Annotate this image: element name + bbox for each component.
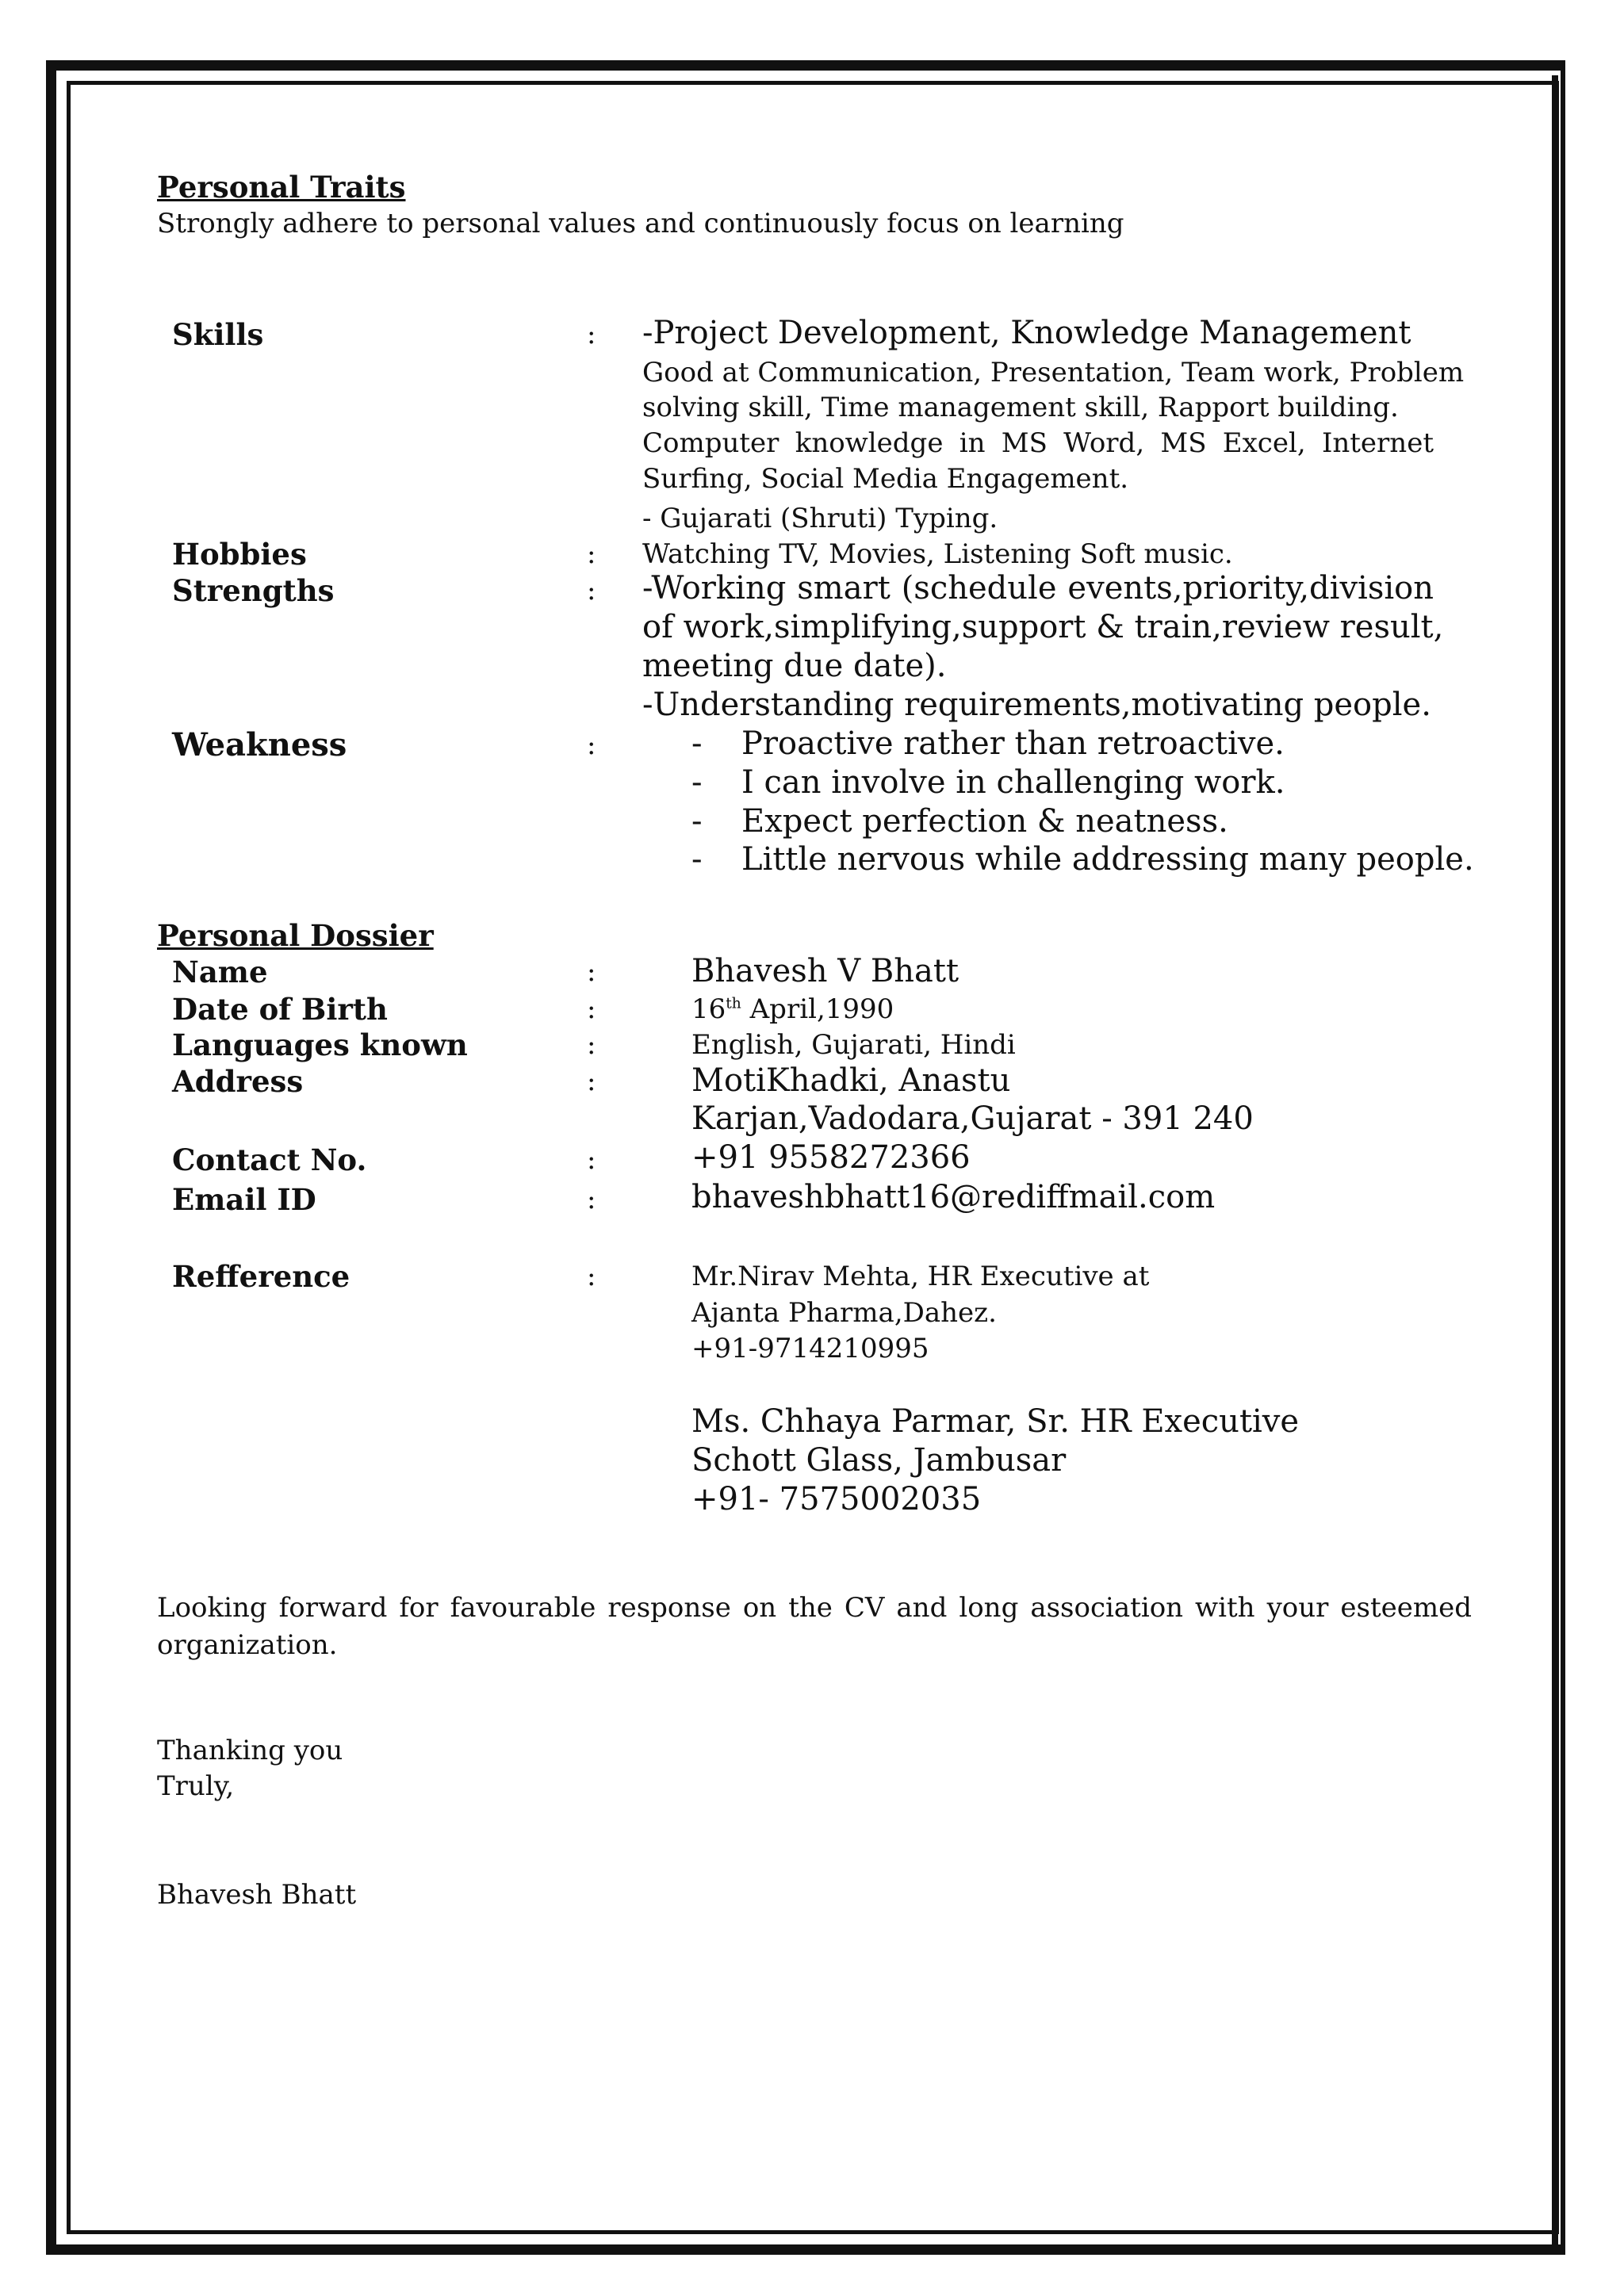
email-colon: : <box>587 1184 596 1215</box>
reference-2-line-2: Schott Glass, Jambusar <box>691 1442 1067 1479</box>
thanks-line: Thanking you <box>157 1735 343 1766</box>
weakness-item: Proactive rather than retroactive. <box>741 725 1285 762</box>
dob-value <box>691 993 894 1025</box>
address-line-2: Karjan,Vadodara,Gujarat - 391 240 <box>691 1100 1254 1137</box>
strengths-line-3: meeting due date). <box>642 648 947 684</box>
skills-line-2: Good at Communication, Presentation, Team work, Problem <box>642 357 1465 388</box>
personal-dossier-heading: Personal Dossier <box>157 918 434 953</box>
contact-colon: : <box>587 1144 596 1176</box>
weakness-bullet: - <box>691 803 703 840</box>
dob-day: 16 <box>691 993 726 1025</box>
dob-rest: April,1990 <box>741 993 894 1025</box>
strengths-line-1: -Working smart (schedule events,priority,division <box>642 570 1434 607</box>
weakness-item: I can involve in challenging work. <box>741 764 1285 801</box>
reference-1-line-3: +91-9714210995 <box>691 1333 929 1364</box>
weakness-item: Expect perfection & neatness. <box>741 803 1228 840</box>
languages-colon: : <box>587 1029 596 1061</box>
closing-paragraph-line-1: Looking forward for favourable response on the CV and long association with your esteemed <box>157 1592 1472 1624</box>
email-label: Email ID <box>172 1182 316 1217</box>
address-line-1: MotiKhadki, Anastu <box>691 1062 1011 1099</box>
strengths-label: Strengths <box>172 573 335 608</box>
signature-name: Bhavesh Bhatt <box>157 1879 357 1911</box>
languages-label: Languages known <box>172 1027 468 1062</box>
reference-1-line-2: Ajanta Pharma,Dahez. <box>691 1297 997 1329</box>
weakness-item: Little nervous while addressing many people. <box>741 841 1474 878</box>
strengths-line-4: -Understanding requirements,motivating people. <box>642 687 1431 723</box>
name-label: Name <box>172 955 268 989</box>
languages-value: English, Gujarati, Hindi <box>691 1029 1016 1061</box>
weakness-label: Weakness <box>172 726 347 763</box>
weakness-bullet: - <box>691 725 703 762</box>
hobbies-value: Watching TV, Movies, Listening Soft music. <box>642 538 1233 570</box>
name-colon: : <box>587 956 596 988</box>
page-border-right-edge <box>1552 75 1558 2248</box>
reference-colon: : <box>587 1261 596 1292</box>
contact-value: +91 9558272366 <box>691 1139 971 1176</box>
skills-colon: : <box>587 319 596 350</box>
skills-line-1: -Project Development, Knowledge Management <box>642 315 1411 351</box>
dob-ordinal: th <box>726 995 741 1012</box>
weakness-bullet: - <box>691 764 703 801</box>
name-value: Bhavesh V Bhatt <box>691 953 959 989</box>
skills-line-4: Computer knowledge in MS Word, MS Excel, Internet <box>642 427 1434 459</box>
strengths-line-2: of work,simplifying,support & train,review result, <box>642 609 1444 645</box>
reference-2-line-1: Ms. Chhaya Parmar, Sr. HR Executive <box>691 1403 1300 1440</box>
hobbies-colon: : <box>587 538 596 570</box>
hobbies-label: Hobbies <box>172 537 307 572</box>
skills-line-3: solving skill, Time management skill, Rapport building. <box>642 392 1399 423</box>
dob-colon: : <box>587 993 596 1025</box>
skills-line-6: - Gujarati (Shruti) Typing. <box>642 503 998 534</box>
skills-line-5: Surfing, Social Media Engagement. <box>642 463 1129 495</box>
reference-2-line-3: +91- 7575002035 <box>691 1481 982 1517</box>
contact-label: Contact No. <box>172 1142 367 1177</box>
personal-traits-heading: Personal Traits <box>157 170 406 205</box>
truly-line: Truly, <box>157 1770 235 1802</box>
weakness-bullet: - <box>691 841 703 878</box>
address-colon: : <box>587 1066 596 1097</box>
reference-1-line-1: Mr.Nirav Mehta, HR Executive at <box>691 1261 1150 1292</box>
address-label: Address <box>172 1064 304 1099</box>
weakness-colon: : <box>587 729 596 761</box>
closing-paragraph-line-2: organization. <box>157 1629 338 1661</box>
strengths-colon: : <box>587 575 596 607</box>
reference-label: Refference <box>172 1259 350 1294</box>
skills-label: Skills <box>172 317 264 352</box>
dob-label: Date of Birth <box>172 992 388 1027</box>
personal-traits-text: Strongly adhere to personal values and continuously focus on learning <box>157 208 1124 239</box>
email-value: bhaveshbhatt16@rediffmail.com <box>691 1179 1216 1215</box>
